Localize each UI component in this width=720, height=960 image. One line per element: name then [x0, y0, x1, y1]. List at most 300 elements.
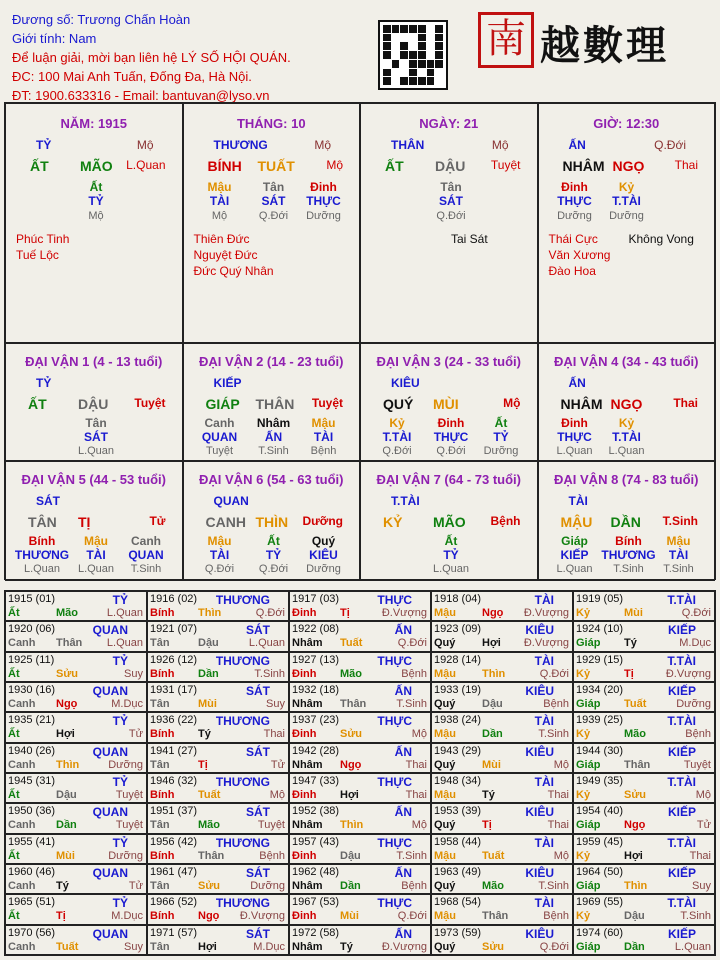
year-label: 1959 (45) — [576, 835, 624, 848]
year-chi: Mùi — [56, 849, 75, 862]
year-chi: Thìn — [56, 758, 80, 771]
year-cell[interactable] — [5, 894, 147, 924]
year-chi: Tý — [340, 940, 353, 953]
year-can: Bính — [150, 910, 175, 923]
dai-van-4[interactable] — [538, 343, 716, 461]
year-chi: Thìn — [482, 667, 506, 680]
hidden-phase: Q.Đới — [258, 210, 289, 222]
year-phase: L.Quan — [248, 637, 285, 650]
pillar-4[interactable] — [538, 103, 716, 343]
qr-module — [427, 34, 435, 42]
dai-van-1[interactable] — [5, 343, 183, 461]
year-chi: Tị — [340, 607, 350, 619]
dai-van-chi: THÌN — [255, 514, 289, 530]
year-label: 1966 (52) — [150, 896, 198, 909]
year-chi: Tị — [198, 758, 208, 771]
year-phase: Tử — [128, 880, 143, 892]
dai-van-7[interactable] — [360, 461, 538, 581]
pillar-title: THÁNG: 10 — [236, 116, 306, 131]
year-chi: Sửu — [624, 789, 647, 801]
hidden-phase: Mộ — [211, 210, 228, 222]
year-chi: Tuất — [198, 789, 221, 801]
hidden-star: THỰC — [557, 430, 592, 444]
year-can: Mậu — [434, 910, 456, 923]
dai-van-title: ĐẠI VẬN 5 (44 - 53 tuổi) — [21, 472, 166, 487]
dai-van-can: QUÝ — [383, 396, 414, 412]
year-phase: Thai — [689, 849, 711, 862]
year-can: Canh — [8, 758, 36, 771]
year-chi: Thân — [624, 758, 651, 771]
year-can: Tân — [150, 637, 170, 650]
year-cell[interactable] — [573, 925, 715, 955]
year-phase: Đ.Vượng — [381, 607, 427, 619]
year-cell[interactable] — [5, 743, 147, 773]
year-chi: Thìn — [624, 880, 648, 892]
hidden-stem: Đinh — [310, 180, 337, 194]
year-label: 1941 (27) — [150, 744, 198, 757]
hidden-stem: Tân — [262, 180, 285, 194]
qr-module — [435, 60, 443, 68]
pillar-can: NHÂM — [562, 158, 605, 174]
year-can: Nhâm — [292, 698, 323, 710]
pillar-3[interactable] — [360, 103, 538, 343]
hidden-stem: Nhâm — [256, 416, 291, 430]
year-phase: Đ.Vượng — [523, 607, 569, 619]
year-star: SÁT — [246, 866, 270, 880]
special-star: Không Vong — [628, 232, 694, 246]
year-cell[interactable] — [289, 682, 431, 712]
year-cell[interactable] — [573, 743, 715, 773]
dai-van-title: ĐẠI VẬN 2 (14 - 23 tuổi) — [199, 354, 344, 369]
year-can: Mậu — [434, 789, 456, 801]
year-chi: Sửu — [56, 667, 79, 680]
year-star: TỶ — [112, 653, 128, 668]
year-cell[interactable] — [431, 621, 573, 651]
year-can: Tân — [150, 940, 170, 953]
year-cell[interactable] — [431, 834, 573, 864]
dai-van-3[interactable] — [360, 343, 538, 461]
year-can: Ất — [8, 789, 20, 801]
hidden-star: QUAN — [128, 548, 164, 562]
year-can: Bính — [150, 849, 175, 862]
dai-van-2[interactable] — [183, 343, 361, 461]
year-cell[interactable] — [289, 652, 431, 682]
year-chi: Mão — [340, 667, 362, 680]
qr-module — [409, 25, 417, 33]
year-phase: Thai — [263, 728, 285, 741]
year-cell[interactable] — [431, 925, 573, 955]
pillar-phase: Q.Đới — [654, 138, 686, 152]
year-phase: Dưỡng — [250, 880, 285, 892]
year-cell[interactable] — [573, 894, 715, 924]
year-chi: Thân — [198, 849, 225, 862]
qr-module — [435, 69, 443, 77]
year-label: 1926 (12) — [150, 653, 198, 666]
year-chi: Tý — [624, 637, 637, 650]
year-star: KIÊU — [525, 744, 554, 759]
year-cell[interactable] — [573, 773, 715, 803]
dai-van-star: ẤN — [568, 376, 586, 390]
hidden-star: THƯƠNG — [14, 548, 70, 562]
year-star: SÁT — [246, 623, 270, 638]
hidden-star: TỶ — [88, 194, 104, 208]
special-star: Phúc Tinh — [16, 232, 70, 246]
year-cell[interactable] — [289, 834, 431, 864]
qr-module — [435, 51, 443, 59]
year-label: 1955 (41) — [8, 835, 56, 848]
hidden-phase: L.Quan — [432, 563, 470, 575]
year-star: QUAN — [92, 866, 128, 880]
hidden-star: TÀI — [209, 548, 230, 562]
hidden-phase: Q.Đới — [382, 445, 412, 457]
year-can: Đinh — [292, 728, 317, 741]
hidden-stem: Mậu — [207, 534, 232, 548]
year-star: SÁT — [246, 926, 270, 941]
year-cell[interactable] — [5, 652, 147, 682]
hidden-star: THỰC — [433, 430, 469, 444]
year-label: 1934 (20) — [576, 684, 624, 696]
year-label: 1932 (18) — [292, 684, 340, 696]
year-can: Kỷ — [576, 607, 591, 619]
year-chi: Tuất — [340, 637, 363, 650]
year-phase: T.Sinh — [538, 880, 569, 892]
year-can: Tân — [150, 819, 170, 832]
year-label: 1957 (43) — [292, 835, 340, 848]
dai-van-5[interactable] — [5, 461, 183, 581]
year-chi: Thân — [482, 910, 509, 923]
hidden-star: T.TÀI — [382, 430, 412, 444]
year-star: T.TÀI — [667, 835, 696, 850]
year-cell[interactable] — [289, 803, 431, 833]
year-cell[interactable] — [573, 591, 715, 621]
dai-van-phase: Tuyệt — [311, 396, 343, 410]
hidden-phase: L.Quan — [23, 563, 61, 575]
year-can: Kỷ — [576, 910, 591, 923]
year-cell[interactable] — [573, 712, 715, 742]
hidden-phase: T.Sinh — [613, 563, 644, 575]
year-cell[interactable] — [5, 682, 147, 712]
brand-logo: 越數理 — [540, 22, 669, 69]
hidden-stem: Ất — [89, 180, 103, 194]
year-cell[interactable] — [5, 834, 147, 864]
annual-luck-grid — [4, 590, 716, 956]
year-chi: Sửu — [482, 940, 505, 953]
dai-van-6[interactable] — [183, 461, 361, 581]
year-cell[interactable] — [147, 591, 289, 621]
dai-van-phase: Mộ — [503, 396, 521, 410]
year-star: SÁT — [246, 744, 270, 759]
dai-van-phase: Dưỡng — [302, 514, 343, 528]
year-can: Giáp — [576, 819, 601, 832]
year-phase: Đ.Vượng — [523, 637, 569, 650]
year-cell[interactable] — [289, 621, 431, 651]
year-can: Đinh — [292, 849, 317, 862]
year-label: 1964 (50) — [576, 866, 624, 878]
year-cell[interactable] — [147, 621, 289, 651]
year-chi: Tý — [198, 728, 211, 741]
year-label: 1944 (30) — [576, 744, 624, 757]
year-star: KIÊU — [525, 623, 554, 638]
year-star: ẤN — [394, 805, 412, 820]
year-cell[interactable] — [147, 682, 289, 712]
qr-module — [383, 77, 391, 85]
dai-van-chi: TỊ — [78, 514, 91, 530]
hidden-phase: L.Quan — [77, 563, 115, 575]
pillar-can: BÍNH — [207, 158, 242, 174]
year-chi: Mão — [624, 728, 646, 741]
hidden-star: TÀI — [313, 430, 334, 444]
year-star: KIÊU — [525, 684, 554, 698]
year-can: Nhâm — [292, 940, 323, 953]
hidden-star: TÀI — [209, 194, 230, 208]
hidden-stem: Tân — [440, 180, 462, 194]
year-phase: Thai — [547, 789, 569, 801]
year-cell[interactable] — [431, 712, 573, 742]
pillar-2[interactable] — [183, 103, 361, 343]
year-can: Quý — [434, 758, 456, 771]
dai-van-title: ĐẠI VẬN 8 (74 - 83 tuổi) — [554, 472, 699, 487]
qr-module — [435, 77, 443, 85]
year-cell[interactable] — [431, 864, 573, 894]
qr-module — [383, 34, 391, 42]
hidden-star: KIẾP — [560, 548, 589, 562]
hidden-phase: T.Sinh — [258, 445, 289, 457]
special-star: Văn Xương — [548, 248, 611, 262]
year-cell[interactable] — [289, 712, 431, 742]
year-cell[interactable] — [5, 712, 147, 742]
dai-van-can: CANH — [205, 514, 246, 530]
pillar-1[interactable] — [5, 103, 183, 343]
hidden-star: THỰC — [306, 194, 341, 208]
year-chi: Ngọ — [198, 910, 220, 923]
dai-van-8[interactable] — [538, 461, 716, 581]
year-cell[interactable] — [289, 773, 431, 803]
qr-module — [435, 42, 443, 50]
special-star: Tuế Lộc — [16, 248, 59, 262]
dai-van-title: ĐẠI VẬN 4 (34 - 43 tuổi) — [554, 354, 699, 369]
year-can: Kỷ — [576, 849, 591, 862]
year-cell[interactable] — [147, 773, 289, 803]
year-cell[interactable] — [5, 773, 147, 803]
year-phase: Bệnh — [543, 910, 569, 923]
year-chi: Tị — [624, 667, 634, 680]
year-label: 1968 (54) — [434, 896, 482, 909]
qr-module — [400, 77, 408, 85]
year-cell[interactable] — [5, 621, 147, 651]
year-phase: Dưỡng — [108, 849, 143, 862]
hidden-star: T.TÀI — [612, 430, 641, 444]
year-star: THỰC — [377, 835, 412, 850]
year-star: THƯƠNG — [215, 653, 270, 668]
hidden-phase: L.Quan — [556, 445, 593, 457]
hidden-phase: L.Quan — [556, 563, 593, 575]
year-cell[interactable] — [147, 894, 289, 924]
year-label: 1915 (01) — [8, 593, 56, 605]
hidden-phase: L.Quan — [77, 445, 115, 457]
year-cell[interactable] — [5, 591, 147, 621]
year-cell[interactable] — [431, 803, 573, 833]
qr-code-icon[interactable] — [378, 20, 448, 90]
year-star: THỰC — [377, 593, 412, 607]
address: ĐC: 100 Mai Anh Tuấn, Đống Đa, Hà Nội. — [12, 69, 252, 84]
year-label: 1940 (26) — [8, 744, 56, 757]
year-cell[interactable] — [289, 743, 431, 773]
year-cell[interactable] — [431, 743, 573, 773]
hidden-star: TỶ — [493, 430, 509, 444]
year-star: T.TÀI — [667, 896, 696, 911]
year-star: TỶ — [112, 896, 128, 911]
year-cell[interactable] — [431, 894, 573, 924]
year-chi: Dần — [624, 940, 645, 953]
qr-module — [418, 69, 426, 77]
year-cell[interactable] — [573, 682, 715, 712]
year-cell[interactable] — [573, 803, 715, 833]
year-chi: Mão — [482, 880, 504, 892]
hidden-stem: Mậu — [666, 534, 691, 548]
dai-van-phase: Tử — [149, 514, 166, 528]
year-can: Canh — [8, 819, 36, 832]
year-label: 1931 (17) — [150, 684, 198, 696]
year-cell[interactable] — [147, 712, 289, 742]
year-cell[interactable] — [147, 652, 289, 682]
dai-van-star: TỶ — [36, 376, 52, 390]
year-phase: Q.Đới — [681, 607, 711, 619]
hidden-stem: Ất — [494, 416, 508, 430]
pillar-phase: Mộ — [136, 138, 154, 152]
year-cell[interactable] — [573, 652, 715, 682]
hidden-stem: Mậu — [311, 416, 336, 430]
year-label: 1918 (04) — [434, 593, 482, 605]
dai-van-can: ẤT — [28, 396, 47, 412]
year-chi: Hợi — [56, 728, 75, 741]
year-phase: Thai — [547, 819, 569, 832]
year-star: SÁT — [246, 684, 270, 698]
year-label: 1916 (02) — [150, 593, 198, 605]
hidden-stem: Bính — [615, 534, 642, 548]
year-can: Giáp — [576, 698, 601, 710]
year-label: 1954 (40) — [576, 805, 624, 818]
year-chi: Tý — [482, 789, 495, 801]
year-cell[interactable] — [573, 864, 715, 894]
year-phase: Dưỡng — [108, 758, 143, 771]
year-can: Nhâm — [292, 880, 323, 892]
year-cell[interactable] — [147, 864, 289, 894]
year-cell[interactable] — [5, 925, 147, 955]
dai-van-phase: T.Sinh — [662, 514, 698, 528]
year-cell[interactable] — [147, 743, 289, 773]
year-cell[interactable] — [573, 834, 715, 864]
year-cell[interactable] — [5, 864, 147, 894]
year-chi: Dậu — [624, 910, 645, 923]
year-label: 1946 (32) — [150, 775, 198, 787]
year-phase: Suy — [124, 667, 143, 680]
year-can: Tân — [150, 698, 170, 710]
year-can: Canh — [8, 698, 36, 710]
year-can: Tân — [150, 758, 170, 771]
qr-module — [418, 34, 426, 42]
year-cell[interactable] — [573, 621, 715, 651]
seal-logo: 南 — [478, 12, 534, 68]
year-chi: Dần — [56, 819, 77, 832]
year-star: TÀI — [534, 896, 554, 911]
contact[interactable]: ĐT: 1900.633316 - Email: bantuvan@lyso.vn — [12, 88, 270, 103]
pillar-can: ẤT — [30, 158, 49, 174]
year-cell[interactable] — [289, 894, 431, 924]
year-chi: Mùi — [198, 698, 217, 710]
year-cell[interactable] — [289, 864, 431, 894]
year-star: ẤN — [394, 744, 412, 759]
year-phase: Bệnh — [401, 880, 427, 892]
hidden-star: ẤN — [264, 430, 283, 444]
year-chi: Ngọ — [340, 758, 362, 771]
qr-module — [435, 34, 443, 42]
year-cell[interactable] — [289, 591, 431, 621]
year-star: THỰC — [377, 653, 412, 668]
qr-module — [427, 69, 435, 77]
year-cell[interactable] — [431, 682, 573, 712]
dai-van-can: KỶ — [383, 514, 403, 530]
year-cell[interactable] — [147, 925, 289, 955]
hidden-phase: Q.Đới — [204, 563, 235, 575]
year-cell[interactable] — [289, 925, 431, 955]
year-phase: M.Dục — [253, 940, 285, 953]
year-phase: T.Sinh — [396, 849, 427, 862]
hidden-star: T.TÀI — [612, 194, 641, 208]
year-cell[interactable] — [5, 803, 147, 833]
year-cell[interactable] — [147, 803, 289, 833]
year-label: 1917 (03) — [292, 593, 340, 605]
qr-module — [435, 25, 443, 33]
pillar-chi: TUẤT — [257, 158, 295, 174]
year-label: 1973 (59) — [434, 926, 482, 939]
year-phase: Q.Đới — [539, 940, 569, 953]
year-label: 1953 (39) — [434, 805, 482, 818]
year-cell[interactable] — [431, 591, 573, 621]
year-cell[interactable] — [431, 773, 573, 803]
qr-module — [392, 25, 400, 33]
year-star: KIẾP — [667, 684, 696, 698]
consult-note: Để luận giải, mời bạn liên hệ LÝ SỐ HỘI QUÁN. — [12, 50, 291, 65]
year-phase: Suy — [692, 880, 711, 892]
year-chi: Hợi — [482, 637, 501, 650]
year-chi: Hợi — [340, 789, 359, 801]
year-chi: Mão — [198, 819, 220, 832]
year-star: THƯƠNG — [215, 714, 270, 729]
qr-module — [383, 25, 391, 33]
qr-module — [427, 25, 435, 33]
year-can: Mậu — [434, 849, 456, 862]
year-label: 1952 (38) — [292, 805, 340, 818]
year-cell[interactable] — [431, 652, 573, 682]
year-label: 1967 (53) — [292, 896, 340, 909]
dai-van-chi: MÃO — [433, 514, 466, 530]
year-phase: M.Dục — [679, 637, 711, 650]
year-star: TÀI — [534, 714, 554, 729]
year-can: Bính — [150, 789, 175, 801]
hidden-stem: Mậu — [84, 534, 108, 548]
pillar-title: NGÀY: 21 — [419, 116, 479, 131]
year-phase: M.Dục — [111, 698, 143, 710]
pillar-can: ẤT — [385, 158, 404, 174]
dai-van-can: TÂN — [28, 514, 57, 530]
special-star: Tai Sát — [451, 232, 488, 246]
year-chi: Dậu — [198, 637, 219, 650]
year-phase: Bệnh — [259, 849, 285, 862]
year-can: Quý — [434, 880, 456, 892]
year-label: 1930 (16) — [8, 684, 56, 696]
year-cell[interactable] — [147, 834, 289, 864]
year-chi: Dậu — [340, 849, 361, 862]
